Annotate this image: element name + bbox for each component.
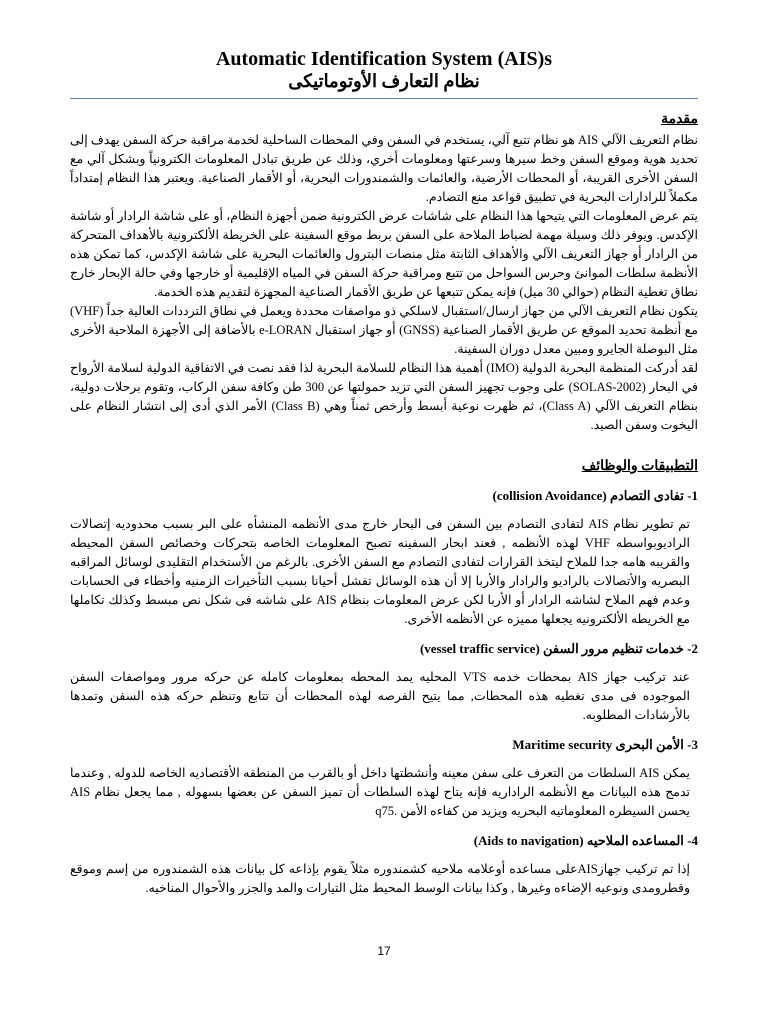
- section-heading-security: 3- الأمن البحرى Maritime security: [512, 737, 698, 752]
- intro-paragraph-1: نظام التعريف الآلي AIS هو نظام تتبع آلي، يستخدم في السفن وفي المحطات الساحلية لخدمة مراقبة حركة السفن يهدف إلى تحديد هوية وموقع السفن وخط سيرها وسرعتها ومعلومات أخري، وذلك عن طريق تبادل المعلومات الكترونياً وبشكل آلي مع السفن الأخرى القريبة، أو المحطات الأرضية، والعائمات والشمندورات البحرية، أو الأقمار الصناعية. ويعتبر هذا النظام إمتداداً مكملاً للرادارات البحرية في تطبيق قواعد منع التصادم.: [70, 133, 698, 204]
- section-text-aids: إذا تم تركيب جهازAISعلى مساعده أوعلامه ملاحيه كشمندوره مثلاً يقوم بإذاعه كل بيانات هذه الشمندوره من إسم وموقع وقطرومدى ونوعيه الإضاءه وغيرها , وكذا بيانات الوسط المحيط مثل التيارات والمد والجزر والأحوال المناخيه.: [70, 862, 690, 895]
- title-english: Automatic Identification System (AIS)s: [215, 48, 553, 70]
- applications-heading: التطبيقات والوظائف: [581, 459, 698, 474]
- document-body: [70, 110, 698, 898]
- title-arabic: نظام التعارف الأوتوماتيكى: [288, 71, 480, 91]
- section-text-vts: عند تركيب جهاز AIS بمحطات خدمه VTS المحليه يمد المحطه بمعلومات كامله عن حركه مرور ومواصفات السفن الموجوده فى مدى تغطيه هذه المحطات, مما يتيح الفرصه لهذه المحطات أن تتابع وتنظم حركه هذه السفن وتمدها بالأرشادات المطلوبه.: [70, 670, 690, 722]
- section-heading-collision: 1- تفادى التصادم (collision Avoidance): [492, 488, 698, 503]
- section-text-collision: تم تطوير نظام AIS لتفادى التصادم بين السفن فى البحار خارج مدى الأنظمه المنشأه على البر بسبب محدوديه إتصالات الراديوبواسطه VHF لهذه الأنظمه , فعند ابحار السفينه تصبح المعلومات الخاصه بتحركات وخصائص السفن المحيطه والقريبه هامه جدا للملاح ليتخذ القرارات لتفادى التصادم مع السفن الأخرى. بالرغم من الأستخدام التقليدى لوسائل المراقبه البصريه والأتصالات بالراديو والرادار والأربا إلا أن هذه الوسائل تفشل أحيانا بسبب التأخيرات الزمنيه وأخطاء فى الحسابات وعدم فهم الملاح لشاشه الرادار أو الأربا لكن عرض المعلومات بنظام AIS على شاشه فى شكل نص مبسط وكذلك تكاملها مع الخريطه الألكترونيه يجعلها مميزه عن الأنظمه الأخرى.: [70, 517, 690, 626]
- section-text-security: يمكن AIS السلطات من التعرف على سفن معينه وأنشطتها داخل أو بالقرب من المنطقه الأقتصاديه الخاصه للدوله , وعندما تدمج هذه البيانات مع الأنظمه الراداريه فإنه يتاح لهذه السلطات أن تميز السفن عن بعضها بسهوله , مما يجعل نظام AIS يحسن السيطره المعلوماتيه البحريه ويزيد من كفاءه الأمن .q75: [70, 766, 691, 818]
- section-heading-vts: 2- خدمات تنظيم مرور السفن (vessel traffic service): [419, 641, 698, 656]
- intro-paragraph-4: لقد أدركت المنظمة البحرية الدولية (IMO) أهمية هذا النظام للسلامة البحرية لذا فقد نصت في الاتفاقية الدولية لسلامة الأرواح في البحار (SOLAS-2002) على وجوب تجهيز السفن التي تزيد حمولتها عن 300 طن وكافة سفن الركاب، وتقوم برحلات دولية، بنظام التعريف الآلي (Class A)، ثم ظهرت نوعية أبسط وأرخص ثمناً وهي (Class B) الأمر الذي أدى إلى انتشار النظام على اليخوت وسفن الصيد.: [70, 361, 699, 432]
- intro-heading: مقدمة: [661, 112, 698, 127]
- intro-paragraph-3: يتكون نظام التعريف الآلي من جهاز ارسال/استقبال لاسلكي ذو مواصفات محددة ويعمل في نطاق الترددات العالية جداً (VHF) مع أنظمة تحديد الموقع عن طريق الأقمار الصناعية (GNSS) أو جهاز استقبال e-LORAN بالأضافة إلى الأجهزة الملاحية الأخرى مثل البوصلة الجايرو ومبين معدل دوران السفينة.: [70, 304, 698, 356]
- title-divider: [70, 98, 698, 99]
- intro-paragraph-2: يتم عرض المعلومات التي يتيحها هذا النظام على شاشات عرض الكترونية ضمن أجهزة النظام، أو على شاشة الرادار أو شاشة الإكدس. ويوفر ذلك وسيلة مهمة لضباط الملاحة على السفن بربط موقع السفينة على الخريطة الألكترونية بالأهداف المتحركة من الرادار أو جهاز التعريف الآلي والأهداف الثابتة مثل منصات البترول والعائمات البحرية على شاشة الإكدس، كما تمكن هذه الأنظمة سلطات الموانئ وحرس السواحل من تتبع ومراقبة حركة السفن في المياه الإقليمية أو خارجها وفي حالة الإبحار خارج نطاق تغطية النظام (حوالي 30 ميل) فإنه يمكن تتبعها عن طريق الأقمار الصناعية المجهزة لتقديم هذه الخدمة.: [70, 209, 698, 299]
- section-heading-aids: 4- المساعده الملاحيه (Aids to navigation): [473, 833, 698, 848]
- page-number: 17: [377, 944, 391, 958]
